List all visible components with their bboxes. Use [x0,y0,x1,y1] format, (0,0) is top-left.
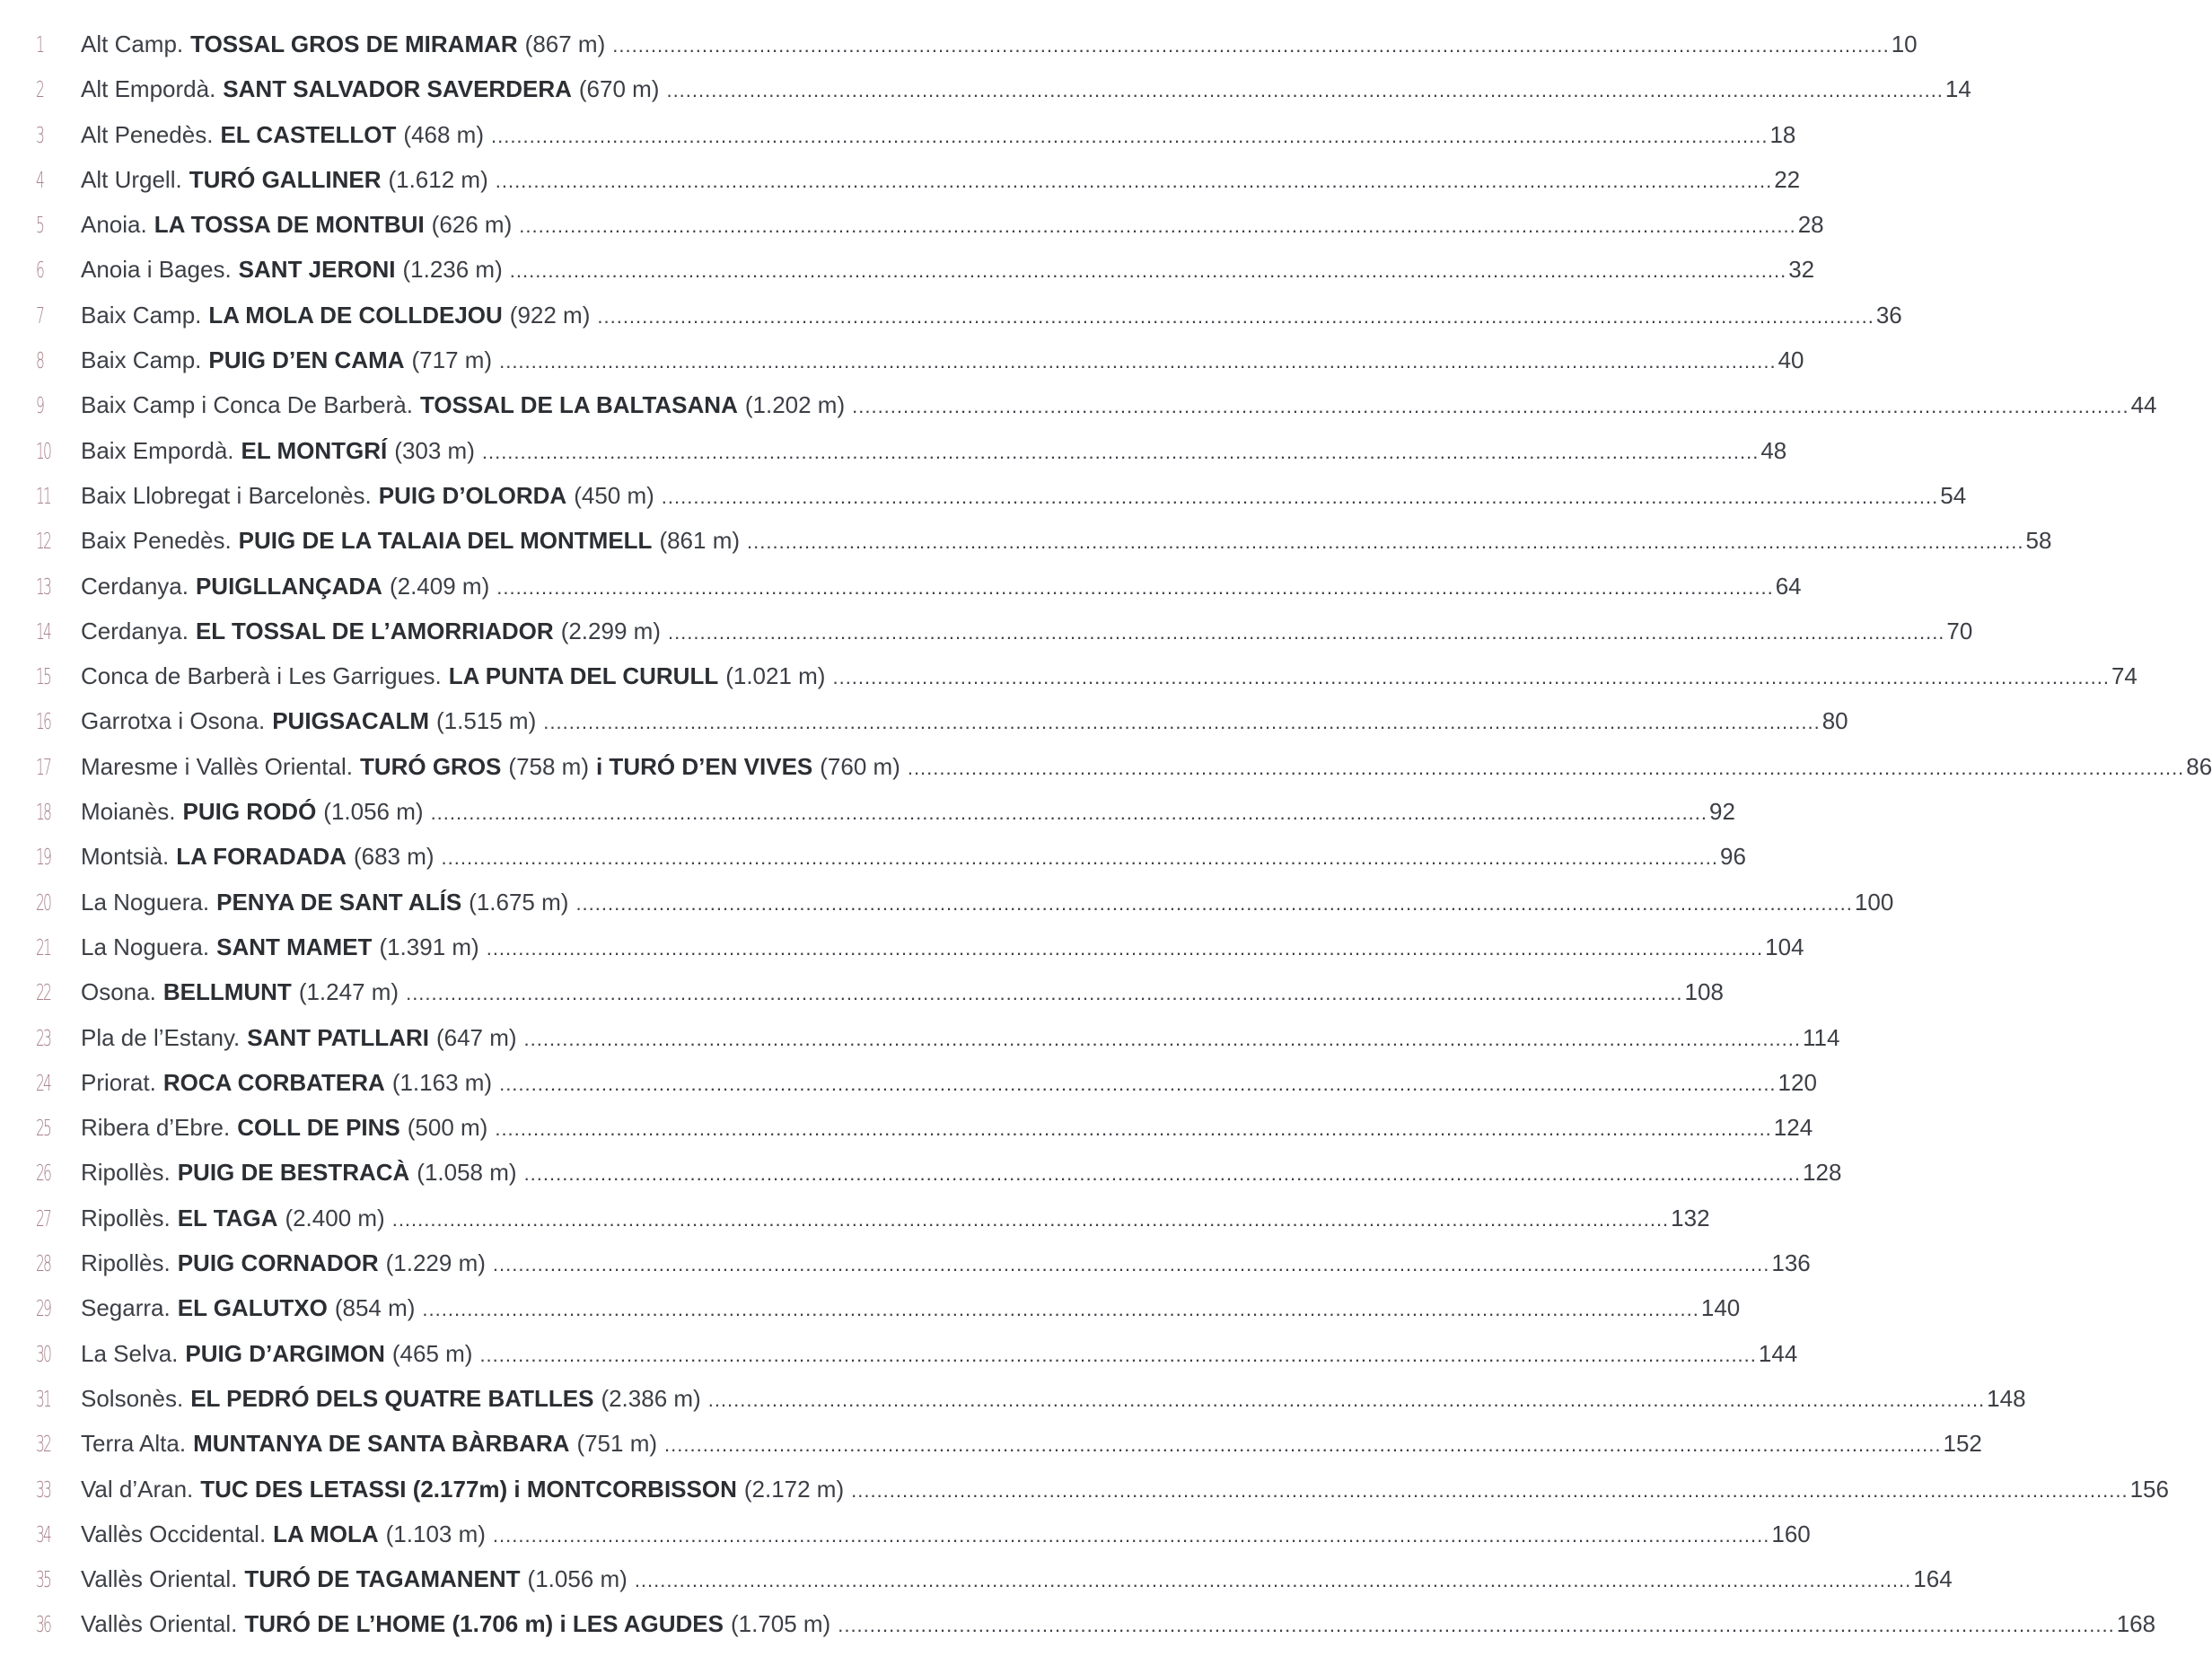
entry-altitude: (1.675 m) [469,888,569,916]
entry-page-number: 144 [1758,1339,1798,1367]
entry-page-number: 160 [1771,1520,1811,1547]
entry-altitude: (1.021 m) [725,662,826,690]
entry-region: Ribera d’Ebre. [81,1114,231,1142]
entry-peak: SANT JERONI [238,256,396,284]
entry-region: Alt Camp. [81,31,184,57]
toc-entry[interactable] [36,247,1815,292]
entry-number: 11 [36,482,51,509]
toc-entry[interactable] [36,1060,1817,1105]
leader-dots: ........................................................................................................................................................................................................ [495,169,1773,192]
entry-number: 30 [36,1340,51,1367]
entry-region: Alt Empordà. [81,75,216,103]
entry-page-number: 108 [1684,978,1724,1006]
toc-entry[interactable] [36,789,1735,834]
entry-page-number: 70 [1946,617,1973,644]
entry-peak: PUIG DE BESTRACÀ [177,1159,410,1187]
entry-page-number: 132 [1671,1204,1710,1231]
entry-peak: EL CASTELLOT [220,120,397,148]
entry-number: 25 [36,1115,51,1142]
leader-dots: ........................................................................................................................................................................................................ [851,1478,2129,1502]
toc-entry[interactable] [36,202,1824,247]
entry-page-number: 58 [2025,527,2052,555]
toc-entry[interactable] [36,1467,2169,1512]
entry-peak: SANT MAMET [216,933,373,960]
entry-altitude: (1.056 m) [323,798,424,826]
toc-entry[interactable] [36,1512,1811,1556]
table-of-contents [36,22,2212,1647]
toc-entry[interactable] [36,1421,1982,1466]
entry-page-number: 96 [1720,843,1746,871]
entry-altitude: (2.400 m) [285,1204,385,1231]
entry-page-number: 22 [1774,165,1801,193]
toc-entry[interactable] [36,698,1848,743]
entry-page-number: 18 [1769,120,1796,148]
toc-entry[interactable] [36,1285,1741,1330]
entry-peak: SANT SALVADOR SAVERDERA [223,75,572,103]
entry-peak: LA MOLA [273,1520,379,1547]
leader-dots: ........................................................................................................................................................................................................ [486,936,1764,960]
leader-dots: ........................................................................................................................................................................................................ [597,304,1874,328]
entry-region: Cerdanya. [81,572,189,600]
leader-dots: ........................................................................................................................................................................................................ [666,79,1944,102]
entry-page-number: 28 [1797,211,1824,239]
entry-number: 15 [36,663,51,690]
toc-entry[interactable] [36,564,1802,609]
entry-peak: PENYA DE SANT ALÍS [216,888,462,916]
entry-peak: TUC DES LETASSI (2.177m) i MONTCORBISSON [200,1475,737,1503]
entry-number: 27 [36,1205,51,1231]
entry-peak: PUIG DE LA TALAIA DEL MONTMELL [238,527,653,555]
entry-number: 29 [36,1295,51,1322]
toc-entry[interactable] [36,1376,2026,1421]
entry-peak: LA MOLA DE COLLDEJOU [208,301,503,329]
entry-peak: EL TOSSAL DE L’AMORRIADOR [195,617,554,644]
entry-region: Anoia i Bages. [81,256,232,284]
entry-region: Baix Camp. [81,301,202,329]
entry-region: Segarra. [81,1294,171,1322]
entry-page-number: 44 [2130,391,2157,419]
entry-peak: LA FORADADA [176,843,347,871]
leader-dots: ........................................................................................................................................................................................................ [391,1207,1670,1231]
entry-page-number: 64 [1775,572,1802,600]
entry-peak: BELLMUNT [162,978,292,1006]
entry-page-number: 148 [1987,1384,2026,1412]
entry-altitude: (670 m) [578,75,660,103]
entry-altitude: (867 m) [524,31,606,57]
entry-region: Baix Camp i Conca De Barberà. [81,391,413,419]
leader-dots: ........................................................................................................................................................................................................ [430,802,1708,825]
entry-page-number: 124 [1773,1114,1813,1142]
entry-page-number: 128 [1803,1159,1842,1187]
leader-dots: ........................................................................................................................................................................................................ [852,395,2129,418]
entry-altitude: (922 m) [509,301,591,329]
entry-region: Montsià. [81,843,170,871]
toc-entry[interactable] [36,969,1724,1014]
leader-dots: ........................................................................................................................................................................................................ [406,982,1683,1005]
entry-altitude: (468 m) [403,120,484,148]
toc-entry[interactable] [36,518,2052,563]
leader-dots: ........................................................................................................................................................................................................ [481,440,1760,463]
leader-dots: ........................................................................................................................................................................................................ [519,215,1796,238]
entry-peak: TOSSAL GROS DE MIRAMAR [190,31,518,57]
entry-number: 23 [36,1024,51,1051]
leader-dots: ........................................................................................................................................................................................................ [907,756,2185,779]
toc-entry[interactable] [36,66,1971,111]
toc-entry[interactable] [36,337,1804,382]
entry-page-number: 10 [1891,31,1918,57]
entry-number: 2 [36,76,44,103]
entry-region: La Noguera. [81,888,210,916]
entry-peak-second: i TURÓ D’EN VIVES [595,752,813,780]
entry-altitude: (751 m) [576,1430,658,1458]
entry-page-number: 80 [1821,707,1848,735]
entry-altitude: (626 m) [431,211,513,239]
toc-entry[interactable] [36,834,1746,879]
leader-dots: ........................................................................................................................................................................................................ [661,485,1939,508]
entry-region: Ripollès. [81,1249,171,1277]
entry-peak: ROCA CORBATERA [162,1068,385,1096]
entry-altitude: (2.409 m) [389,572,490,600]
entry-number: 10 [36,437,51,464]
entry-region: Solsonès. [81,1384,184,1412]
entry-peak: PUIG RODÓ [182,798,317,826]
entry-altitude: (758 m) [508,752,589,780]
entry-peak: PUIG D’OLORDA [378,481,567,509]
entry-page-number: 168 [2116,1610,2156,1638]
entry-peak: EL MONTGRÍ [241,436,388,464]
leader-dots: ........................................................................................................................................................................................................ [575,891,1853,915]
toc-entry[interactable] [36,293,1902,337]
entry-altitude: (465 m) [391,1339,473,1367]
toc-entry[interactable] [36,22,1918,66]
leader-dots: ........................................................................................................................................................................................................ [499,1072,1777,1095]
entry-number: 20 [36,889,51,916]
toc-entry[interactable] [36,1331,1798,1376]
entry-altitude: (861 m) [659,527,741,555]
entry-region: Alt Urgell. [81,165,182,193]
entry-peak: LA PUNTA DEL CURULL [448,662,719,690]
entry-region: Osona. [81,978,156,1006]
entry-page-number: 120 [1778,1068,1817,1096]
entry-number: 4 [36,166,44,193]
entry-number: 32 [36,1431,51,1458]
entry-region: Alt Penedès. [81,120,214,148]
entry-page-number: 54 [1940,481,1967,509]
entry-number: 12 [36,528,51,555]
entry-altitude: (1.229 m) [385,1249,486,1277]
entry-region: Garrotxa i Osona. [81,707,266,735]
entry-page-number: 14 [1944,75,1971,103]
entry-page-number: 74 [2111,662,2137,690]
entry-region: Conca de Barberà i Les Garrigues. [81,662,442,690]
entry-altitude: (1.056 m) [527,1565,628,1593]
entry-region: Baix Camp. [81,346,202,374]
entry-page-number: 156 [2129,1475,2169,1503]
leader-dots: ........................................................................................................................................................................................................ [496,575,1774,599]
entry-altitude: (1.705 m) [730,1610,831,1638]
entry-peak: TURÓ DE TAGAMANENT [244,1565,521,1593]
entry-peak: SANT PATLLARI [247,1023,429,1051]
leader-dots: ........................................................................................................................................................................................................ [832,666,2110,689]
entry-region: Vallès Oriental. [81,1565,238,1593]
entry-peak: TURÓ GALLINER [189,165,382,193]
entry-page-number: 48 [1760,436,1787,464]
entry-altitude: (2.172 m) [743,1475,845,1503]
entry-number: 17 [36,753,51,780]
leader-dots: ........................................................................................................................................................................................................ [523,1027,1802,1050]
leader-dots: ........................................................................................................................................................................................................ [838,1614,2115,1637]
entry-peak: EL PEDRÓ DELS QUATRE BATLLES [190,1384,594,1412]
leader-dots: ........................................................................................................................................................................................................ [492,1253,1770,1276]
entry-number: 33 [36,1476,51,1503]
entry-number: 13 [36,573,51,600]
entry-page-number: 114 [1803,1023,1840,1051]
leader-dots: ........................................................................................................................................................................................................ [523,1162,1802,1186]
entry-altitude: (683 m) [353,843,434,871]
entry-page-number: 36 [1875,301,1902,329]
entry-altitude-second: (760 m) [820,752,900,780]
leader-dots: ........................................................................................................................................................................................................ [479,1343,1757,1366]
toc-entry[interactable] [36,473,1967,518]
entry-region: Baix Penedès. [81,527,232,555]
entry-peak: PUIGSACALM [272,707,429,735]
entry-altitude: (1.236 m) [402,256,503,284]
entry-region: Priorat. [81,1068,156,1096]
leader-dots: ........................................................................................................................................................................................................ [664,1433,1942,1457]
entry-number: 34 [36,1520,51,1547]
leader-dots: ........................................................................................................................................................................................................ [509,259,1787,283]
toc-entry[interactable] [36,1105,1813,1150]
leader-dots: ........................................................................................................................................................................................................ [441,846,1718,870]
leader-dots: ........................................................................................................................................................................................................ [490,124,1769,147]
entry-page-number: 100 [1854,888,1894,916]
entry-page-number: 104 [1765,933,1804,960]
entry-page-number: 136 [1771,1249,1811,1277]
entry-region: Ripollès. [81,1204,171,1231]
entry-peak: PUIG D’EN CAMA [208,346,405,374]
entry-region: Pla de l’Estany. [81,1023,241,1051]
entry-region: Terra Alta. [81,1430,187,1458]
leader-dots: ........................................................................................................................................................................................................ [634,1569,1912,1592]
entry-page-number: 140 [1700,1294,1741,1322]
entry-peak: EL TAGA [177,1204,278,1231]
entry-number: 5 [36,212,44,239]
entry-page-number: 164 [1913,1565,1953,1593]
entry-peak: TOSSAL DE LA BALTASANA [419,391,738,419]
entry-region: Moianès. [81,798,176,826]
entry-region: Baix Empordà. [81,436,234,464]
entry-number: 16 [36,708,51,735]
entry-region: Baix Llobregat i Barcelonès. [81,481,372,509]
entry-peak: PUIG D’ARGIMON [185,1339,385,1367]
entry-altitude: (1.202 m) [744,391,846,419]
toc-entry[interactable] [36,925,1804,969]
entry-peak: PUIGLLANÇADA [195,572,382,600]
toc-entry[interactable] [36,1556,1953,1601]
entry-altitude: (1.612 m) [388,165,488,193]
entry-page-number: 40 [1778,346,1804,374]
entry-number: 7 [36,302,44,329]
entry-peak: COLL DE PINS [237,1114,400,1142]
entry-peak: LA TOSSA DE MONTBUI [154,211,425,239]
entry-region: Vallès Oriental. [81,1610,238,1638]
entry-region: Anoia. [81,211,147,239]
entry-page-number: 152 [1943,1430,1982,1458]
entry-number: 24 [36,1069,51,1096]
entry-number: 26 [36,1160,51,1187]
entry-altitude: (1.247 m) [298,978,399,1006]
entry-altitude: (303 m) [394,436,475,464]
entry-peak: EL GALUTXO [177,1294,328,1322]
leader-dots: ........................................................................................................................................................................................................ [492,1523,1770,1547]
toc-entry[interactable] [36,1240,1811,1285]
leader-dots: ........................................................................................................................................................................................................ [667,620,1945,644]
entry-altitude: (450 m) [574,481,654,509]
toc-entry[interactable] [36,112,1796,157]
toc-entry[interactable] [36,157,1801,202]
entry-number: 8 [36,347,44,374]
toc-entry[interactable] [36,1601,2156,1646]
entry-number: 36 [36,1611,51,1638]
leader-dots: ........................................................................................................................................................................................................ [612,34,1890,57]
toc-entry[interactable] [36,744,2212,789]
toc-entry[interactable] [36,653,2137,698]
leader-dots: ........................................................................................................................................................................................................ [543,711,1821,734]
entry-altitude: (1.103 m) [385,1520,486,1547]
entry-altitude: (2.386 m) [601,1384,701,1412]
entry-altitude: (1.058 m) [417,1159,517,1187]
toc-entry[interactable] [36,1015,1840,1060]
leader-dots: ........................................................................................................................................................................................................ [495,1117,1772,1141]
entry-altitude: (1.391 m) [379,933,479,960]
entry-region: La Selva. [81,1339,179,1367]
toc-entry[interactable] [36,1196,1710,1240]
entry-altitude: (2.299 m) [560,617,661,644]
entry-number: 1 [36,31,44,57]
entry-altitude: (717 m) [411,346,493,374]
leader-dots: ........................................................................................................................................................................................................ [422,1298,1699,1321]
entry-altitude: (647 m) [435,1023,517,1051]
entry-number: 35 [36,1566,51,1593]
entry-peak: TURÓ GROS [359,752,502,780]
entry-number: 31 [36,1385,51,1412]
entry-number: 28 [36,1250,51,1277]
entry-number: 18 [36,799,51,826]
entry-peak: MUNTANYA DE SANTA BÀRBARA [193,1430,570,1458]
entry-page-number: 32 [1788,256,1815,284]
entry-altitude: (1.515 m) [435,707,537,735]
entry-peak: TURÓ DE L’HOME (1.706 m) i LES AGUDES [244,1610,724,1638]
entry-region: Val d’Aran. [81,1475,194,1503]
toc-entry[interactable] [36,428,1787,473]
leader-dots: ........................................................................................................................................................................................................ [499,350,1777,373]
entry-number: 3 [36,121,44,148]
entry-altitude: (500 m) [407,1114,488,1142]
toc-entry[interactable] [36,880,1894,925]
entry-altitude: (854 m) [334,1294,416,1322]
toc-entry[interactable] [36,609,1973,653]
entry-region: Vallès Occidental. [81,1520,267,1547]
leader-dots: ........................................................................................................................................................................................................ [747,530,2024,554]
entry-altitude: (1.163 m) [391,1068,493,1096]
leader-dots: ........................................................................................................................................................................................................ [707,1388,1986,1411]
entry-region: Cerdanya. [81,617,189,644]
entry-region: La Noguera. [81,933,210,960]
entry-page-number: 92 [1709,798,1735,826]
entry-number: 21 [36,933,51,960]
entry-peak: PUIG CORNADOR [177,1249,379,1277]
toc-entry[interactable] [36,1150,1842,1195]
entry-page-number: 86 [2186,752,2212,780]
toc-entry[interactable] [36,382,2157,427]
entry-number: 22 [36,979,51,1006]
entry-region: Ripollès. [81,1159,171,1187]
entry-number: 9 [36,392,44,419]
entry-region: Maresme i Vallès Oriental. [81,752,353,780]
entry-number: 19 [36,844,51,871]
entry-number: 6 [36,257,44,284]
entry-number: 14 [36,618,51,644]
